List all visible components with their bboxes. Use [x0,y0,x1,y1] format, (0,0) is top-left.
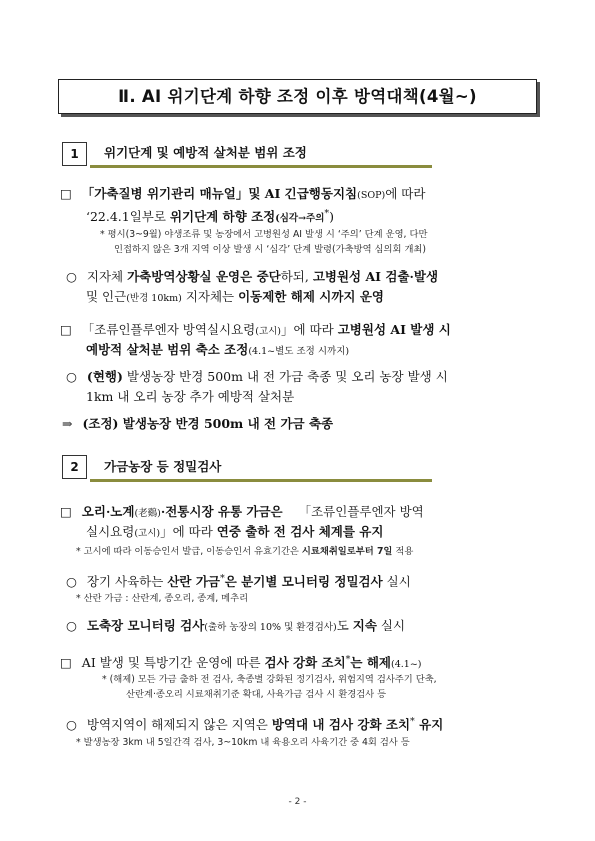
section-1-title: 위기단계 및 예방적 살처분 범위 조정 [104,145,307,160]
s2-item5-line1: ○ 방역지역이 해제되지 않은 지역은 방역대 내 검사 강화 조치* 유지 [66,716,444,733]
s2-item1-note: * 고시에 따라 이동승인서 발급, 이동승인서 유효기간은 시료채취일로부터 7일 적용 [76,546,414,557]
circle-bullet: ○ [66,618,77,633]
s2-item1-line2: 실시요령(고시)」에 따라 연중 출하 전 검사 체계를 유지 [86,524,384,539]
circle-bullet: ○ [66,717,77,733]
s2-item4-note2: 산란계·종오리 시료채취기준 확대, 사육가금 검사 시 환경검사 등 [126,689,387,700]
page-title: Ⅱ. AI 위기단계 하향 조정 이후 방역대책(4월~) [118,87,477,106]
s2-item2-note: * 산란 가금 : 산란계, 종오리, 종계, 메추리 [76,593,249,604]
s1-item2-line2: 및 인근(반경 10km) 지자체는 이동제한 해제 시까지 운영 [86,289,384,304]
section-1-underline [90,165,432,168]
s2-item2-line1: ○ 장기 사육하는 산란 가금*은 분기별 모니터링 정밀검사 실시 [66,573,411,590]
s1-item4-line1: ○ (현행) 발생농장 반경 500m 내 전 가금 축종 및 오리 농장 발생 시 [66,369,448,384]
s1-item1-note2: 인접하지 않은 3개 지역 이상 발생 시 ‘심각’ 단계 발령(가축방역 심의회 개최) [114,244,427,255]
circle-bullet: ○ [66,369,77,384]
square-bullet: □ [60,186,72,201]
s2-item3-line1: ○ 도축장 모니터링 검사(출하 농장의 10% 및 환경검사)도 지속 실시 [66,618,406,633]
s2-item4-line1: □ AI 발생 및 특방기간 운영에 따른 검사 강화 조치*는 해제(4.1~) [60,654,422,671]
s1-item2-line1: ○ 지자체 가축방역상황실 운영은 중단하되, 고병원성 AI 검출·발생 [66,269,439,284]
square-bullet: □ [60,504,72,519]
arrow-icon: ⇒ [62,416,73,431]
s1-item1-note1: * 평시(3~9월) 야생조류 및 농장에서 고병원성 AI 발생 시 ‘주의’ 단계 운영, 다만 [100,229,428,240]
s2-item1-line1: □ 오리·노계(老鷄)·전통시장 유통 가금은 「조류인플루엔자 방역 [60,504,424,519]
section-1-number: 1 [62,142,87,166]
s1-item1-line2: ‘22.4.1일부로 위기단계 하향 조정(심각→주의*) [86,208,335,225]
square-bullet: □ [60,655,72,671]
square-bullet: □ [60,322,72,337]
page-number: - 2 - [288,797,307,807]
s1-item4-line2: 1km 내 오리 농장 추가 예방적 살처분 [86,389,295,404]
s1-item1-line1: □ 「가축질병 위기관리 매뉴얼」및 AI 긴급행동지침(SOP)에 따라 [60,186,426,201]
section-2-underline [90,479,432,482]
s2-item4-note1: * (해제) 모든 가금 출하 전 검사, 축종별 강화된 정기검사, 위험지역 검사주기 단축, [102,674,437,685]
s2-item5-note: * 발생농장 3km 내 5일간격 검사, 3~10km 내 육용오리 사육기간 중 4회 검사 등 [76,737,410,748]
s1-item5-line: ⇒ (조정) 발생농장 반경 500m 내 전 가금 축종 [62,416,334,431]
circle-bullet: ○ [66,574,77,590]
s1-item3-line1: □ 「조류인플루엔자 방역실시요령(고시)」에 따라 고병원성 AI 발생 시 [60,322,451,337]
section-2-title: 가금농장 등 정밀검사 [104,459,222,474]
circle-bullet: ○ [66,269,77,284]
s1-item3-line2: 예방적 살처분 범위 축소 조정(4.1~별도 조정 시까지) [86,342,350,357]
section-2-number: 2 [62,455,87,479]
title-box [58,79,537,114]
